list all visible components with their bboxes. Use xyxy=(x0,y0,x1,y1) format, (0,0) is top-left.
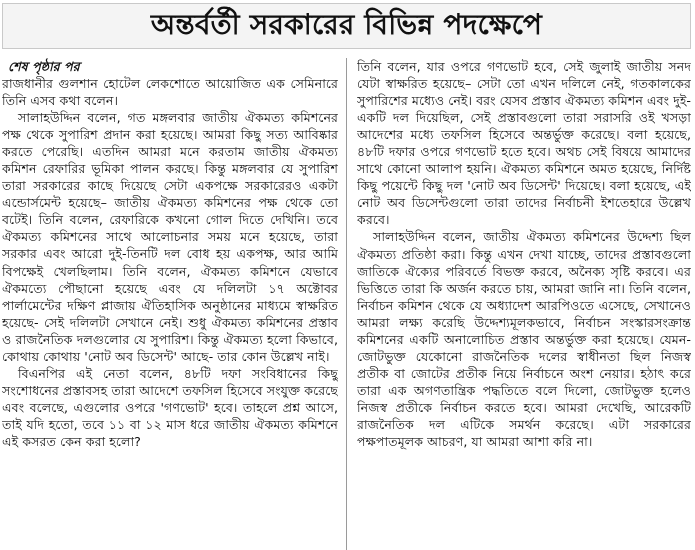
article-column-right xyxy=(357,58,691,550)
article-column-left xyxy=(2,58,338,550)
article-paragraph: সালাহউদ্দিন বলেন, গত মঙ্গলবার জাতীয় ঐকমত্য কমিশনের পক্ষ থেকে সুপারিশ প্রদান করা হয়েছে। আমরা কিছু সত্য আবিষ্কার করতে পেরেছি। এতদিন আমরা মনে করতাম জাতীয় ঐকমত্য কমিশন রেফারির ভূমিকা পালন করছে। কিন্তু মঙ্গলবার যে সুপারিশ তারা সরকারের কাছে দিয়েছে সেটা একপক্ষে সরকারেরও একটা এন্ডোর্সমেন্ট হয়েছে– জাতীয় ঐকমত্য কমিশনের পক্ষ থেকে তো বটেই। তিনি বলেন, রেফারিকে কখনো গোল দিতে দেখিনি। তবে ঐকমত্য কমিশনের সাথে আলোচনার সময় মনে হয়েছে, তারা সরকার এবং আরো দুই-তিনটি দল বোধ হয় একপক্ষ, আর আমি বিপক্ষেই খেলছিলাম। তিনি বলেন, ঐকমত্য কমিশনে যেভাবে ঐকমত্যে পৌছানো হয়েছে এবং যে দলিলটা ১৭ অক্টোবর পার্লামেন্টের দক্ষিণ প্লাজায় ঐতিহাসিক অনুষ্ঠানের মাধ্যমে স্বাক্ষরিত হয়েছে- সেই দলিলটা সেখানে নেই। শুধু ঐকমত্য কমিশনের প্রস্তাব ও রাজনৈতিক দলগুলোর যে সুপারিশ। কিন্তু ঐকমত্য হলো কিভাবে, কোথায় কোথায় 'নোট অব ডিসেন্ট' আছে- তার কোন উল্লেখ নাই। xyxy=(2,110,338,364)
article-paragraph: তিনি বলেন, যার ওপরে গণভোট হবে, সেই জুলাই জাতীয় সনদ যেটা স্বাক্ষরিত হয়েছে– সেটা তো এখন দলিলে নেই, গতকালকের সুপারিশের মধ্যেও নেই। বরং যেসব প্রস্তাব ঐকমত্য কমিশন এবং দুই-একটি দল দিয়েছিল, সেই প্রস্তাবগুলো তারা সরাসরি ওই খসড়া আদেশের মধ্যে তফসিল হিসেবে অন্তর্ভুক্ত করেছে। বলা হয়েছে, ৪৮টি দফার ওপরে গণভোট হতে হবে। অথচ সেই বিষয়ে আমাদের সাথে কোনো আলাপ হয়নি। ঐকমত্য কমিশনে অমত হয়েছে, নির্দিষ্ট কিছু পয়েন্টে কিছু দল 'নোট অব ডিসেন্ট' দিয়েছে। বলা হয়েছে, এই নোট অব ডিসেন্টগুলো তারা তাদের নির্বাচনী ইশতেহারে উল্লেখ করবে। xyxy=(357,59,691,228)
article-paragraph: রাজধানীর গুলশান হোটেল লেকশোতে আয়োজিত এক সেমিনারে তিনি এসব কথা বলেন। xyxy=(2,76,338,109)
column-divider xyxy=(346,58,347,550)
continuation-label: শেষ পৃষ্ঠার পর xyxy=(8,59,80,74)
headline-banner xyxy=(2,3,691,49)
article-paragraph: বিএনপির এই নেতা বলেন, ৪৮টি দফা সংবিধানের কিছু সংশোধনের প্রস্তাবসহ তারা আদেশে তফসিল হিসেবে সংযুক্ত করেছে এবং বলেছে, এগুলোর ওপরে 'গণভোট' হবে। তাহলে প্রশ্ন আসে, তাই যদি হতো, তবে ১১ বা ১২ মাস ধরে জাতীয় ঐকমত্য কমিশনে এই কসরত কেন করা হলো? xyxy=(2,365,338,449)
article-paragraph: সালাহউদ্দিন বলেন, জাতীয় ঐকমত্য কমিশনের উদ্দেশ্য ছিল ঐকমত্য প্রতিষ্ঠা করা। কিন্তু এখন দেখা যাচ্ছে, তাদের প্রস্তাবগুলো জাতিকে ঐক্যের পরিবর্তে বিভক্ত করবে, অনৈক্য সৃষ্টি করবে। এর ভিত্তিতে তারা কি অর্জন করতে চায়, আমরা জানি না। তিনি বলেন, নির্বাচন কমিশন থেকে যে অধ্যাদেশ আরপিওতে এসেছে, সেখানেও আমরা লক্ষ্য করেছি উদ্দেশ্যমূলকভাবে, নির্বাচন সংস্কারসংক্রান্ত কমিশনের একটি অনালোচিত প্রস্তাব অন্তর্ভুক্ত করা হয়েছে। যেমন- জোটভুক্ত যেকোনো রাজনৈতিক দলের স্বাধীনতা ছিল নিজস্ব প্রতীক বা জোটের প্রতীক নিয়ে নির্বাচনে অংশ নেয়ার। হঠাৎ করে তারা এক অগণতান্ত্রিক পদ্ধতিতে বলে দিলো, জোটভুক্ত হলেও নিজস্ব প্রতীকে নির্বাচন করতে হবে। আমরা দেখেছি, আরেকটি রাজনৈতিক দল এটিকে সমর্থন করেছে। এটা সরকারের পক্ষপাতমূলক আচরণ, যা আমরা আশা করি না। xyxy=(357,229,691,450)
headline: অন্তর্বর্তী সরকারের বিভিন্ন পদক্ষেপে xyxy=(150,7,543,41)
